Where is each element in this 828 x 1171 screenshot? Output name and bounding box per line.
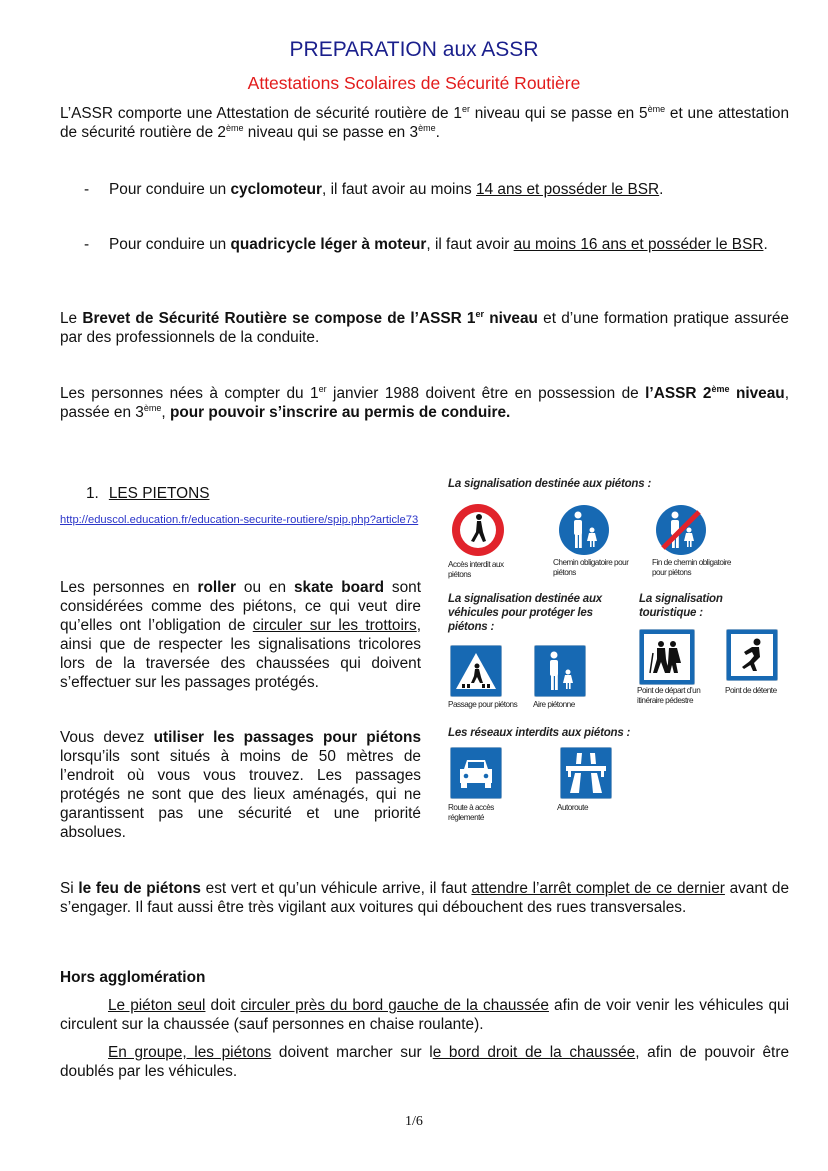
restricted-road-sign-icon [450,747,502,799]
sign-caption: Route à accès réglementé [448,803,494,822]
signs-group-vehicles-title: La signalisation destinée aux véhicules pour protéger les piétons : [448,593,602,633]
mandatory-pedestrian-path-sign-icon [556,502,612,558]
motorway-sign-icon [560,747,612,799]
bullet-cyclomoteur: - Pour conduire un cyclomoteur, il faut avoir au moins 14 ans et posséder le BSR. [84,181,664,198]
passages-paragraph: Vous devez utiliser les passages pour piétons lorsqu’ils sont situés à moins de 50 mètres de l’endroit où vous vous trouvez. Les passages protégés ne sont que des lieux aménagés, qui ne garantissent pas une sécurité et une priorité absolues. [60,729,421,841]
sign-caption: Point de détente [725,686,777,695]
sign-caption: Autoroute [557,803,589,812]
signs-group-touristic-title: La signalisation touristique : [639,593,723,619]
signs-group-forbidden-networks-title: Les réseaux interdits aux piétons : [448,727,631,739]
feu-paragraph: Si le feu de piétons est vert et qu’un véhicule arrive, il faut attendre l’arrêt complet de ce dernier avant de s’engager. Il faut aussi être très vigilant aux voitures qui débouchent des rues transversales. [60,880,790,916]
sign-caption: Chemin obligatoire pour piétons [553,558,629,577]
intro-paragraph: L’ASSR comporte une Attestation de sécurité routière de 1er niveau qui se passe en 5ème et une attestation de sécurité routière de 2ème niveau qui se passe en 3ème. [60,103,790,141]
page-number: 1/6 [405,1114,423,1129]
section-heading-pietons: 1. LES PIETONS [86,485,210,502]
sign-caption: Accès interdit aux piétons [448,560,504,579]
bullet-quadricycle: - Pour conduire un quadricycle léger à moteur, il faut avoir au moins 16 ans et posséder le BSR. [84,236,768,253]
pedestrian-crossing-sign-icon [450,645,502,697]
sign-caption: Passage pour piétons [448,700,518,709]
bsr-paragraph: Le Brevet de Sécurité Routière se compose de l’ASSR 1er niveau et d’une formation pratique assurée par des professionnels de la conduite. [60,308,789,346]
roller-paragraph: Les personnes en roller ou en skate board sont considérées comme des piétons, ce qui veut dire qu’elles ont l’obligation de circuler sur les trottoirs, ainsi que de respecter les signalisations tricolores lors de la traversée des chaussées qui doivent s’effectuer sur les passages protégés. [60,579,422,691]
rest-point-sign-icon [726,629,778,681]
born-paragraph: Les personnes nées à compter du 1er janvier 1988 doivent être en possession de l’ASSR 2ème niveau, passée en 3ème, pour pouvoir s’inscrire au permis de conduire. [60,383,789,421]
pedestrian-area-sign-icon [534,645,586,697]
pieton-seul-paragraph: Le piéton seul doit circuler près du bord gauche de la chaussée afin de voir venir les véhicules qui circulent sur la chaussée (sauf personnes en chaise roulante). [60,997,789,1033]
hors-agglomeration-heading: Hors agglomération [60,969,206,986]
sign-caption: Point de départ d’un itinéraire pédestre [637,686,701,705]
document-subtitle: Attestations Scolaires de Sécurité Routière [247,73,581,93]
eduscol-link[interactable]: http://eduscol.education.fr/education-securite-routiere/spip.php?article73 [60,514,419,526]
sign-caption: Fin de chemin obligatoire pour piétons [652,558,731,577]
hiking-start-sign-icon [639,629,695,685]
signs-group-pedestrians-title: La signalisation destinée aux piétons : [448,478,652,490]
sign-caption: Aire piétonne [533,700,575,709]
end-pedestrian-path-sign-icon [653,502,709,558]
document-title: PREPARATION aux ASSR [289,38,539,61]
groupe-pietons-paragraph: En groupe, les piétons doivent marcher sur le bord droit de la chaussée, afin de pouvoir être doublés par les véhicules. [60,1044,790,1080]
no-pedestrians-sign-icon [450,502,506,558]
